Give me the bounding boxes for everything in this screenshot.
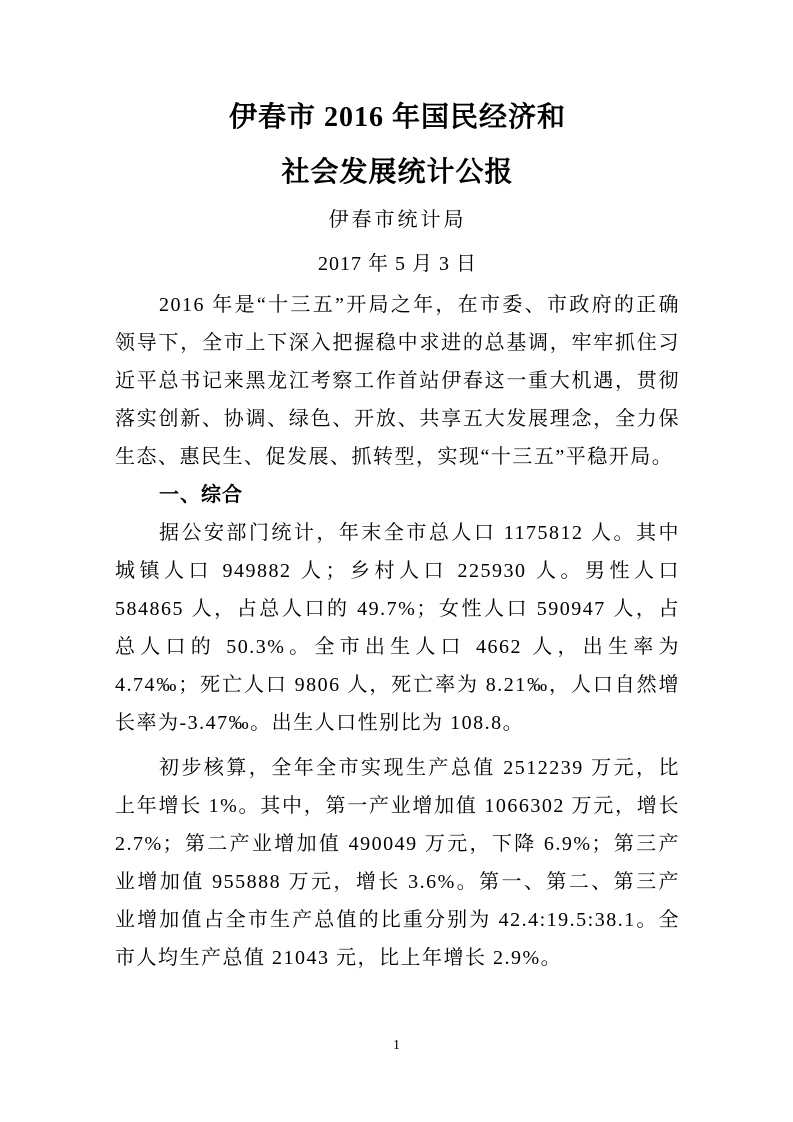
document-author: 伊春市统计局 — [328, 209, 467, 231]
intro-paragraph: 2016 年是“十三五”开局之年，在市委、市政府的正确领导下，全市上下深入把握稳中求进的总基调，牢牢抓住习近平总书记来黑龙江考察工作首站伊春这一重大机遇，贯彻落实创新、协调、绿色、开放、共享五大发展理念，全力保生态、惠民生、促发展、抓转型，实现“十三五”平稳开局。 — [115, 294, 680, 468]
document-title-line1: 伊春市 2016 年国民经济和 — [228, 102, 566, 133]
gdp-paragraph: 初步核算，全年全市实现生产总值 2512239 万元，比上年增长 1%。其中，第一产业增加值 1066302 万元，增长 2.7%；第二产业增加值 490049 万元，下降 6.9%；第三产业增加值 955888 万元，增长 3.6%。第一、第二、第三产业增加值占全市生产总值的比重分别为 42.4:19.5:38.1。全市人均生产总值 21043 元，比上年增长 2.9%。 — [115, 757, 680, 969]
document-title — [115, 90, 680, 200]
population-paragraph: 据公安部门统计，年末全市总人口 1175812 人。其中城镇人口 949882 人；乡村人口 225930 人。男性人口 584865 人，占总人口的 49.7%；女性人口 590947 人，占总人口的 50.3%。全市出生人口 4662 人，出生率为 4.74‰；死亡人口 9806 人，死亡率为 8.21‰，人口自然增长率为-3.47‰。出生人口性别比为 108.8。 — [115, 522, 680, 734]
section-heading-1: 一、综合 — [159, 484, 243, 506]
page-number: 1 — [393, 1038, 400, 1053]
document-title-line2: 社会发展统计公报 — [281, 157, 514, 188]
document-date: 2017 年 5 月 3 日 — [318, 253, 477, 275]
